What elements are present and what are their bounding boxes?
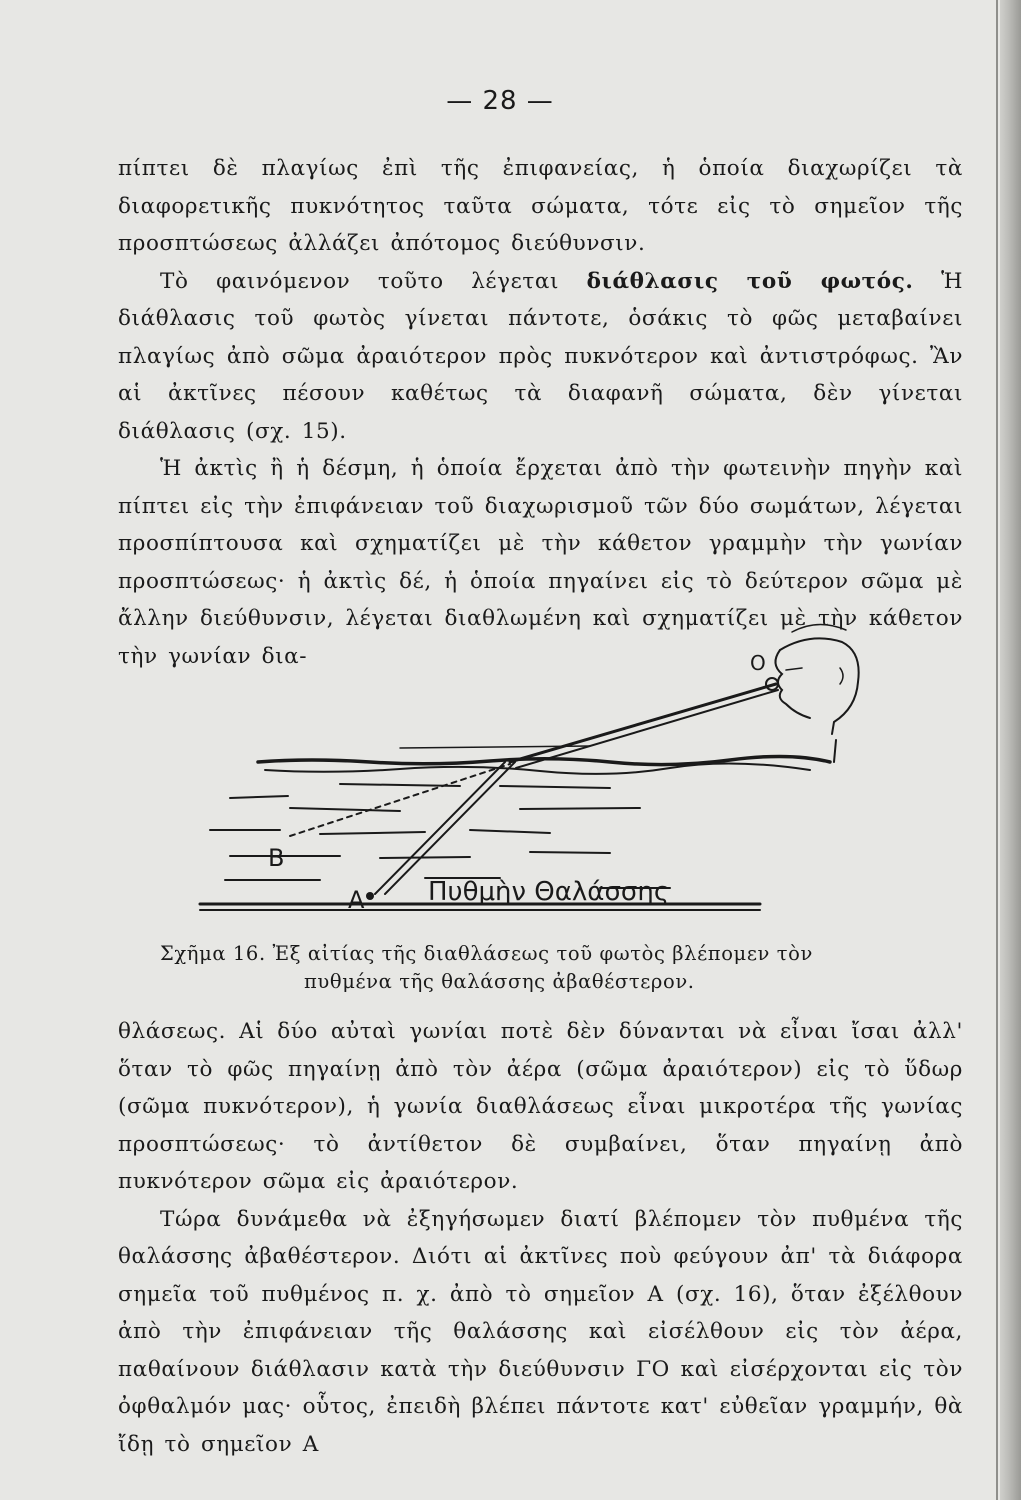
refracted-ray-to-eye: [510, 684, 776, 762]
refraction-figure: [170, 612, 910, 922]
paragraph-2: [118, 263, 963, 451]
sea-refraction-illustration: [170, 612, 910, 922]
caption-line-2: πυθμένα τῆς θαλάσσης ἀβαθέστερον.: [304, 970, 695, 993]
paragraph-5: Τώρα δυνάμεθα νὰ ἐξηγήσωμεν διατί βλέπομεν τὸν πυθμένα τῆς θαλάσσης ἀβαθέστερον. Διότι αἱ ἀκτῖνες ποὺ φεύγουν ἀπ' τὰ διάφορα σημεῖα τοῦ πυθμένος π. χ. ἀπὸ τὸ σημεῖον Α (σχ. 16), ὅταν ἐξέλθουν ἀπὸ τὴν ἐπιφάνειαν τῆς θαλάσσης καὶ εἰσέλθουν εἰς τὸν ἀέρα, παθαίνουν διάθλασιν κατὰ τὴν διεύθυνσιν ΓΟ καὶ εἰσέρχονται εἰς τὸν ὀφθαλμόν μας· οὗτος, ἐπειδὴ βλέπει πάντοτε κατ' εὐθεῖαν γραμμήν, θὰ ἴδῃ τὸ σημεῖον Α: [118, 1206, 963, 1457]
label-o: O: [750, 651, 766, 675]
paragraph-1: πίπτει δὲ πλαγίως ἐπὶ τῆς ἐπιφανείας, ἡ ὁποία διαχωρίζει τὰ διαφορετικῆς πυκνότητος ταῦτα σώματα, τότε εἰς τὸ σημεῖον τῆς προσπτώσεως ἀλλάζει ἀπότομος διεύθυνσιν.: [118, 156, 963, 256]
text-block-top: [118, 150, 963, 675]
label-a: A: [348, 886, 365, 914]
point-a-marker: [366, 892, 374, 900]
label-sea-bottom: Πυθμὴν Θαλάσσης: [428, 877, 670, 907]
book-edge: [1000, 0, 1021, 1500]
head-outline: [780, 638, 859, 734]
text-block-bottom: [118, 1013, 963, 1463]
label-b: B: [268, 844, 285, 872]
paragraph-4: θλάσεως. Αἱ δύο αὐταὶ γωνίαι ποτὲ δὲν δύνανται νὰ εἶναι ἴσαι ἀλλ' ὅταν τὸ φῶς πηγαίνῃ ἀπὸ τὸν ἀέρα (σῶμα ἀραιότερον) εἰς τὸ ὕδωρ (σῶμα πυκνότερον), ἡ γωνία διαθλάσεως εἶναι μικροτέρα τῆς γωνίας προσπτώσεως· τὸ ἀντίθετον δὲ συμβαίνει, ὅταν πηγαίνῃ ἀπὸ πυκνότερον σῶμα εἰς ἀραιότερον.: [118, 1019, 963, 1194]
paragraph-2-rest: Ἡ διάθλασις τοῦ φωτὸς γίνεται πάντοτε, ὁσάκις τὸ φῶς μεταβαίνει πλαγίως ἀπὸ σῶμα ἀραιότερον πρὸς πυκνότερον καὶ ἀντιστρόφως. Ἂν αἱ ἀκτῖνες πέσουν καθέτως τὰ διαφανῆ σώματα, δὲν γίνεται διάθλασις (σχ. 15).: [118, 268, 963, 444]
paragraph-3: Ἡ ἀκτὶς ἢ ἡ δέσμη, ἡ ὁποία ἔρχεται ἀπὸ τὴν φωτεινὴν πηγὴν καὶ πίπτει εἰς τὴν ἐπιφάνειαν τοῦ διαχωρισμοῦ τῶν δύο σωμάτων, λέγεται προσπίπτουσα καὶ σχηματίζει μὲ τὴν κάθετον γραμμὴν τὴν γωνίαν προσπτώσεως· ἡ ἀκτὶς δέ, ἡ ὁποία πηγαίνει εἰς τὸ δεύτερον σῶμα μὲ ἄλλην διεύθυνσιν, λέγεται διαθλωμένη καὶ σχηματίζει μὲ τὴν κάθετον τὴν γωνίαν δια-: [118, 456, 963, 669]
page-edge-line: [996, 0, 998, 1500]
term-refraction: διάθλασις τοῦ φωτός.: [586, 268, 914, 294]
figure-caption: [160, 940, 900, 996]
ray-from-a: [375, 762, 505, 894]
page-number: — 28 —: [446, 86, 554, 116]
paragraph-2-lead: Τὸ φαινόμενον τοῦτο λέγεται: [160, 268, 587, 294]
caption-line-1: Σχῆμα 16. Ἐξ αἰτίας τῆς διαθλάσεως τοῦ φωτὸς βλέπομεν τὸν: [160, 942, 813, 965]
